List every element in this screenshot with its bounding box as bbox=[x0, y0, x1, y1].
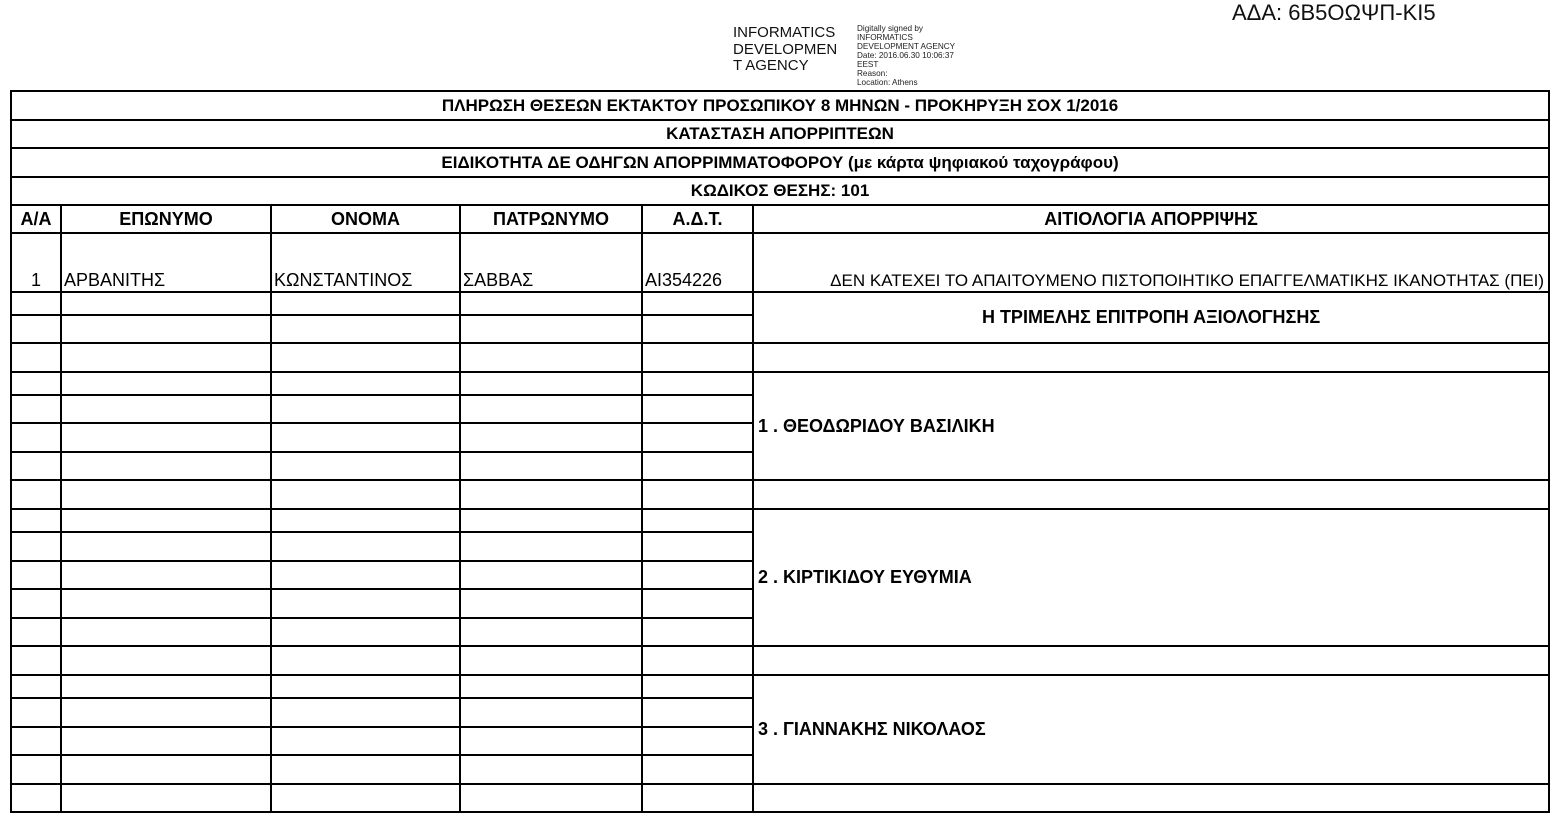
empty-cell bbox=[642, 646, 753, 675]
empty-cell bbox=[271, 755, 460, 784]
empty-cell bbox=[642, 480, 753, 509]
empty-cell bbox=[460, 315, 642, 343]
signature-line: Reason: bbox=[857, 69, 888, 78]
committee-member-3: 3 . ΓΙΑΝΝΑΚΗΣ ΝΙΚΟΛΑΟΣ bbox=[753, 675, 1549, 784]
empty-cell bbox=[271, 292, 460, 315]
empty-cell bbox=[61, 423, 271, 452]
empty-cell bbox=[271, 532, 460, 561]
column-header-surname: ΕΠΩΝΥΜΟ bbox=[61, 205, 271, 233]
empty-cell bbox=[460, 532, 642, 561]
empty-cell bbox=[642, 589, 753, 618]
empty-cell bbox=[642, 698, 753, 727]
empty-cell bbox=[11, 755, 61, 784]
empty-row bbox=[11, 480, 1549, 509]
signature-line: Date: 2016.06.30 10:06:37 bbox=[857, 51, 954, 60]
empty-cell bbox=[11, 452, 61, 480]
empty-cell bbox=[460, 561, 642, 589]
signature-line: Digitally signed by bbox=[857, 24, 923, 33]
empty-cell bbox=[271, 509, 460, 532]
empty-cell bbox=[460, 784, 642, 812]
empty-cell bbox=[61, 618, 271, 646]
empty-cell bbox=[61, 292, 271, 315]
empty-cell bbox=[271, 315, 460, 343]
empty-cell bbox=[642, 292, 753, 315]
empty-cell bbox=[642, 675, 753, 698]
empty-cell bbox=[642, 532, 753, 561]
empty-cell bbox=[271, 727, 460, 755]
empty-cell bbox=[642, 755, 753, 784]
empty-cell bbox=[460, 618, 642, 646]
row-surname: ΑΡΒΑΝΙΤΗΣ bbox=[61, 233, 271, 292]
specialty-row bbox=[11, 148, 1549, 177]
position-code-row bbox=[11, 177, 1549, 205]
empty-cell bbox=[271, 646, 460, 675]
empty-cell bbox=[11, 784, 61, 812]
empty-cell bbox=[61, 755, 271, 784]
empty-cell bbox=[460, 343, 642, 372]
empty-cell bbox=[642, 784, 753, 812]
empty-row bbox=[11, 509, 1549, 532]
empty-cell bbox=[271, 343, 460, 372]
row-name: ΚΩΝΣΤΑΝΤΙΝΟΣ bbox=[271, 233, 460, 292]
empty-cell bbox=[11, 315, 61, 343]
empty-cell bbox=[460, 372, 642, 395]
empty-cell bbox=[61, 509, 271, 532]
empty-cell bbox=[271, 589, 460, 618]
empty-cell bbox=[642, 561, 753, 589]
empty-cell bbox=[11, 646, 61, 675]
empty-cell bbox=[11, 675, 61, 698]
empty-cell bbox=[642, 372, 753, 395]
signer-line: INFORMATICS bbox=[733, 24, 836, 41]
empty-cell bbox=[460, 395, 642, 423]
ada-code: ΑΔΑ: 6Β5ΟΩΨΠ-ΚΙ5 bbox=[1232, 0, 1436, 25]
empty-cell bbox=[642, 315, 753, 343]
column-header-name: ΟΝΟΜΑ bbox=[271, 205, 460, 233]
empty-cell bbox=[271, 561, 460, 589]
empty-cell bbox=[271, 372, 460, 395]
empty-cell bbox=[271, 395, 460, 423]
empty-cell bbox=[271, 480, 460, 509]
empty-cell bbox=[460, 727, 642, 755]
empty-cell bbox=[61, 646, 271, 675]
empty-row bbox=[11, 675, 1549, 698]
empty-cell bbox=[61, 343, 271, 372]
empty-row bbox=[11, 292, 1549, 315]
empty-cell bbox=[642, 618, 753, 646]
empty-cell bbox=[642, 509, 753, 532]
rejected-candidates-table bbox=[10, 90, 1550, 813]
specialty-title: ΕΙΔΙΚΟΤΗΤΑ ΔΕ ΟΔΗΓΩΝ ΑΠΟΡΡΙΜΜΑΤΟΦΟΡΟΥ (με κάρτα ψηφιακού ταχογράφου) bbox=[11, 148, 1549, 177]
empty-cell bbox=[11, 727, 61, 755]
empty-cell bbox=[11, 698, 61, 727]
signature-line: INFORMATICS bbox=[857, 33, 913, 42]
empty-cell bbox=[11, 618, 61, 646]
empty-cell bbox=[11, 395, 61, 423]
empty-cell bbox=[11, 589, 61, 618]
empty-cell bbox=[753, 784, 1549, 812]
document-title: ΠΛΗΡΩΣΗ ΘΕΣΕΩΝ ΕΚΤΑΚΤΟΥ ΠΡΟΣΩΠΙΚΟΥ 8 ΜΗΝΩΝ - ΠΡΟΚΗΡΥΞΗ ΣΟΧ 1/2016 bbox=[11, 91, 1549, 120]
empty-cell bbox=[753, 646, 1549, 675]
empty-cell bbox=[61, 675, 271, 698]
empty-cell bbox=[460, 292, 642, 315]
empty-cell bbox=[11, 480, 61, 509]
empty-cell bbox=[460, 509, 642, 532]
empty-cell bbox=[271, 618, 460, 646]
empty-cell bbox=[271, 423, 460, 452]
empty-cell bbox=[460, 698, 642, 727]
empty-cell bbox=[642, 423, 753, 452]
empty-cell bbox=[61, 315, 271, 343]
empty-cell bbox=[61, 452, 271, 480]
empty-cell bbox=[271, 698, 460, 727]
committee-member-2: 2 . ΚΙΡΤΙΚΙΔΟΥ ΕΥΘΥΜΙΑ bbox=[753, 509, 1549, 646]
column-header-father-name: ΠΑΤΡΩΝΥΜΟ bbox=[460, 205, 642, 233]
signer-line: T AGENCY bbox=[733, 57, 809, 74]
signature-line: Location: Athens bbox=[857, 78, 918, 87]
empty-cell bbox=[460, 452, 642, 480]
signer-name bbox=[733, 25, 855, 75]
empty-cell bbox=[61, 589, 271, 618]
empty-cell bbox=[460, 423, 642, 452]
document-subtitle: ΚΑΤΑΣΤΑΣΗ ΑΠΟΡΡΙΠΤΕΩΝ bbox=[11, 120, 1549, 148]
empty-cell bbox=[642, 395, 753, 423]
committee-member-1: 1 . ΘΕΟΔΩΡΙΔΟΥ ΒΑΣΙΛΙΚΗ bbox=[753, 372, 1549, 480]
empty-row bbox=[11, 646, 1549, 675]
row-rejection-reason: ΔΕΝ ΚΑΤΕΧΕΙ ΤΟ ΑΠΑΙΤΟΥΜΕΝΟ ΠΙΣΤΟΠΟΙΗΤΙΚΟ ΕΠΑΓΓΕΛΜΑΤΙΚΗΣ ΙΚΑΝΟΤΗΤΑΣ (ΠΕΙ) bbox=[753, 233, 1549, 292]
empty-cell bbox=[271, 784, 460, 812]
empty-cell bbox=[11, 561, 61, 589]
empty-cell bbox=[61, 784, 271, 812]
empty-cell bbox=[753, 343, 1549, 372]
column-header-aa: Α/Α bbox=[11, 205, 61, 233]
signer-line: DEVELOPMEN bbox=[733, 40, 838, 58]
position-code: ΚΩΔΙΚΟΣ ΘΕΣΗΣ: 101 bbox=[11, 177, 1549, 205]
empty-cell bbox=[460, 755, 642, 784]
empty-cell bbox=[11, 343, 61, 372]
empty-cell bbox=[642, 452, 753, 480]
empty-cell bbox=[11, 292, 61, 315]
empty-row bbox=[11, 343, 1549, 372]
column-header-row bbox=[11, 205, 1549, 233]
empty-row bbox=[11, 784, 1549, 812]
empty-cell bbox=[460, 589, 642, 618]
column-header-rejection-reason: ΑΙΤΙΟΛΟΓΙΑ ΑΠΟΡΡΙΨΗΣ bbox=[753, 205, 1549, 233]
digital-signature-details bbox=[857, 24, 1017, 87]
empty-cell bbox=[61, 480, 271, 509]
empty-row bbox=[11, 372, 1549, 395]
empty-cell bbox=[61, 395, 271, 423]
subtitle-row bbox=[11, 120, 1549, 148]
empty-cell bbox=[11, 509, 61, 532]
empty-cell bbox=[642, 727, 753, 755]
empty-cell bbox=[61, 561, 271, 589]
signature-line: EEST bbox=[857, 60, 879, 69]
empty-cell bbox=[11, 532, 61, 561]
row-aa: 1 bbox=[11, 233, 61, 292]
empty-cell bbox=[11, 372, 61, 395]
empty-cell bbox=[460, 646, 642, 675]
empty-cell bbox=[61, 727, 271, 755]
empty-cell bbox=[11, 423, 61, 452]
signature-line: DEVELOPMENT AGENCY bbox=[857, 42, 956, 51]
column-header-id-number: Α.Δ.Τ. bbox=[642, 205, 753, 233]
committee-title: Η ΤΡΙΜΕΛΗΣ ΕΠΙΤΡΟΠΗ ΑΞΙΟΛΟΓΗΣΗΣ bbox=[753, 292, 1549, 343]
empty-cell bbox=[61, 532, 271, 561]
title-row bbox=[11, 91, 1549, 120]
empty-cell bbox=[271, 675, 460, 698]
row-father-name: ΣΑΒΒΑΣ bbox=[460, 233, 642, 292]
empty-cell bbox=[753, 480, 1549, 509]
empty-cell bbox=[460, 480, 642, 509]
table-row bbox=[11, 233, 1549, 292]
empty-cell bbox=[61, 698, 271, 727]
row-id-number: ΑΙ354226 bbox=[642, 233, 753, 292]
empty-cell bbox=[642, 343, 753, 372]
empty-cell bbox=[460, 675, 642, 698]
empty-cell bbox=[61, 372, 271, 395]
empty-cell bbox=[271, 452, 460, 480]
